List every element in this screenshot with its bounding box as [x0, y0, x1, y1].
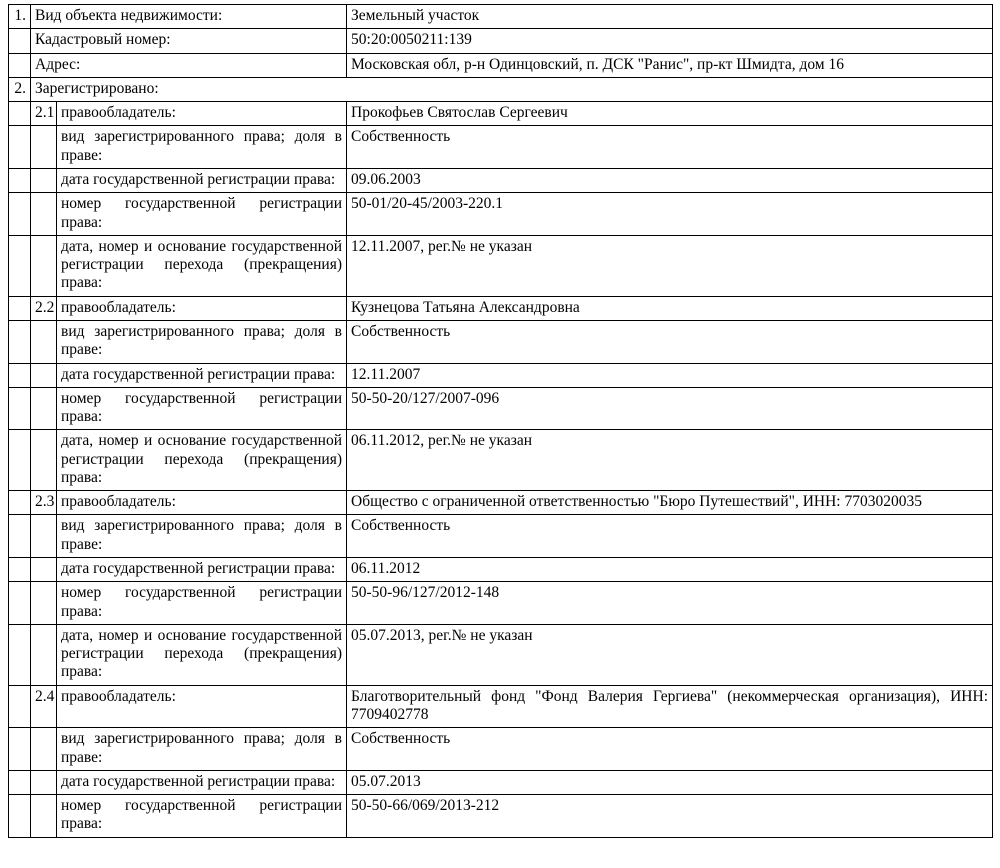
- field-value: 06.11.2012: [347, 558, 993, 582]
- field-value: 50-01/20-45/2003-220.1: [347, 193, 993, 236]
- row-number-empty: [9, 126, 31, 169]
- subrow-number-empty: [31, 126, 57, 169]
- row-number-empty: [9, 387, 31, 430]
- subrow-number-empty: [31, 515, 57, 558]
- subrow-number-empty: [31, 193, 57, 236]
- table-row: [9, 582, 993, 625]
- field-label: [57, 728, 347, 771]
- field-value: 12.11.2007: [347, 363, 993, 387]
- field-label: [57, 515, 347, 558]
- table-row: [9, 29, 993, 53]
- field-label-text: вид зарегистрированного права; доля в праве:: [61, 128, 343, 164]
- field-label-text: дата, номер и основание государственной регистрации перехода (прекращения) права:: [61, 432, 343, 486]
- row-number-empty: [9, 558, 31, 582]
- table-row: [9, 363, 993, 387]
- subrow-value: [347, 685, 993, 728]
- field-label-text: дата государственной регистрации права:: [61, 365, 336, 383]
- row-number-empty: [9, 515, 31, 558]
- subrow-number-empty: [31, 430, 57, 491]
- row-number-empty: [9, 624, 31, 685]
- row-label: Зарегистрировано:: [31, 77, 993, 101]
- subrow-value: Кузнецова Татьяна Александровна: [347, 296, 993, 320]
- row-number: [9, 53, 31, 77]
- subrow-label: правообладатель:: [57, 296, 347, 320]
- field-value: 12.11.2007, рег.№ не указан: [347, 235, 993, 296]
- field-label-text: дата, номер и основание государственной регистрации перехода (прекращения) права:: [61, 237, 343, 292]
- field-label: [57, 320, 347, 363]
- table-row: [9, 795, 993, 838]
- row-number-empty: [9, 770, 31, 794]
- field-label: [57, 168, 347, 192]
- row-label: Кадастровый номер:: [31, 29, 347, 53]
- table-row: [9, 558, 993, 582]
- field-value: 50-50-20/127/2007-096: [347, 387, 993, 430]
- table-row: [9, 193, 993, 236]
- table-row: [9, 515, 993, 558]
- field-label-text: дата государственной регистрации права:: [61, 170, 336, 188]
- row-number-empty: [9, 491, 31, 515]
- field-label-text: дата, номер и основание государственной регистрации перехода (прекращения) права:: [61, 626, 343, 681]
- table-row: [9, 235, 993, 296]
- row-number: 1.: [9, 5, 31, 29]
- field-label-text: вид зарегистрированного права; доля в праве:: [61, 730, 343, 766]
- subrow-value: Прокофьев Святослав Сергеевич: [347, 102, 993, 126]
- field-value: 09.06.2003: [347, 168, 993, 192]
- row-number-empty: [9, 582, 31, 625]
- field-value: 06.11.2012, рег.№ не указан: [347, 430, 993, 491]
- registry-table-body: [9, 5, 993, 838]
- field-label: [57, 430, 347, 491]
- row-value: Земельный участок: [347, 5, 993, 29]
- table-row: [9, 770, 993, 794]
- field-label: [57, 770, 347, 794]
- table-row: [9, 5, 993, 29]
- subrow-label: правообладатель:: [57, 685, 347, 728]
- subrow-number-empty: [31, 387, 57, 430]
- subrow-number-empty: [31, 770, 57, 794]
- field-value: Собственность: [347, 728, 993, 771]
- field-label: [57, 193, 347, 236]
- row-number: [9, 29, 31, 53]
- subrow-number-empty: [31, 728, 57, 771]
- subrow-number-empty: [31, 363, 57, 387]
- row-number-empty: [9, 685, 31, 728]
- field-value: 50-50-66/069/2013-212: [347, 795, 993, 838]
- field-label-text: дата государственной регистрации права:: [61, 560, 336, 578]
- row-number-empty: [9, 235, 31, 296]
- table-row: [9, 430, 993, 491]
- row-number-empty: [9, 102, 31, 126]
- row-label: Вид объекта недвижимости:: [31, 5, 347, 29]
- subrow-number: 2.4: [31, 685, 57, 728]
- row-number-empty: [9, 728, 31, 771]
- subrow-number: 2.1: [31, 102, 57, 126]
- subrow-number: 2.3: [31, 491, 57, 515]
- field-label: [57, 363, 347, 387]
- row-number-empty: [9, 430, 31, 491]
- row-number-empty: [9, 363, 31, 387]
- table-row: [9, 491, 993, 515]
- field-value: Собственность: [347, 320, 993, 363]
- table-row: [9, 77, 993, 101]
- field-label-text: вид зарегистрированного права; доля в праве:: [61, 517, 343, 553]
- row-number: 2.: [9, 77, 31, 101]
- field-label: [57, 558, 347, 582]
- row-value: 50:20:0050211:139: [347, 29, 993, 53]
- table-row: [9, 296, 993, 320]
- table-row: [9, 685, 993, 728]
- subrow-number: 2.2: [31, 296, 57, 320]
- table-row: [9, 102, 993, 126]
- table-row: [9, 387, 993, 430]
- table-row: [9, 168, 993, 192]
- field-label: [57, 126, 347, 169]
- field-label-text: номер государственной регистрации права:: [61, 195, 343, 231]
- field-label-text: вид зарегистрированного права; доля в праве:: [61, 322, 343, 359]
- field-label-text: номер государственной регистрации права:: [61, 389, 343, 426]
- field-label-text: дата государственной регистрации права:: [61, 772, 336, 790]
- field-label-text: номер государственной регистрации права:: [61, 797, 343, 833]
- field-label: [57, 795, 347, 838]
- subrow-value-text: Благотворительный фонд "Фонд Валерия Гергиева" (некоммерческая организация), ИНН: 7709402778: [351, 687, 989, 723]
- field-value: Собственность: [347, 126, 993, 169]
- row-number-empty: [9, 193, 31, 236]
- subrow-number-empty: [31, 795, 57, 838]
- row-value: Московская обл, р-н Одинцовский, п. ДСК "Ранис", пр-кт Шмидта, дом 16: [347, 53, 993, 77]
- table-row: [9, 728, 993, 771]
- subrow-value: Общество с ограниченной ответственностью "Бюро Путешествий", ИНН: 7703020035: [347, 491, 993, 515]
- row-number-empty: [9, 168, 31, 192]
- row-number-empty: [9, 296, 31, 320]
- table-row: [9, 624, 993, 685]
- subrow-number-empty: [31, 235, 57, 296]
- field-label: [57, 235, 347, 296]
- subrow-number-empty: [31, 624, 57, 685]
- field-value: 50-50-96/127/2012-148: [347, 582, 993, 625]
- subrow-number-empty: [31, 168, 57, 192]
- subrow-number-empty: [31, 582, 57, 625]
- row-number-empty: [9, 320, 31, 363]
- subrow-number-empty: [31, 320, 57, 363]
- row-number-empty: [9, 795, 31, 838]
- subrow-number-empty: [31, 558, 57, 582]
- field-value: Собственность: [347, 515, 993, 558]
- table-row: [9, 53, 993, 77]
- table-row: [9, 126, 993, 169]
- subrow-label: правообладатель:: [57, 102, 347, 126]
- table-row: [9, 320, 993, 363]
- registry-table: [8, 4, 993, 838]
- field-value: 05.07.2013: [347, 770, 993, 794]
- row-label: Адрес:: [31, 53, 347, 77]
- field-label: [57, 624, 347, 685]
- field-label: [57, 582, 347, 625]
- field-label: [57, 387, 347, 430]
- field-value: 05.07.2013, рег.№ не указан: [347, 624, 993, 685]
- field-label-text: номер государственной регистрации права:: [61, 584, 343, 620]
- subrow-label: правообладатель:: [57, 491, 347, 515]
